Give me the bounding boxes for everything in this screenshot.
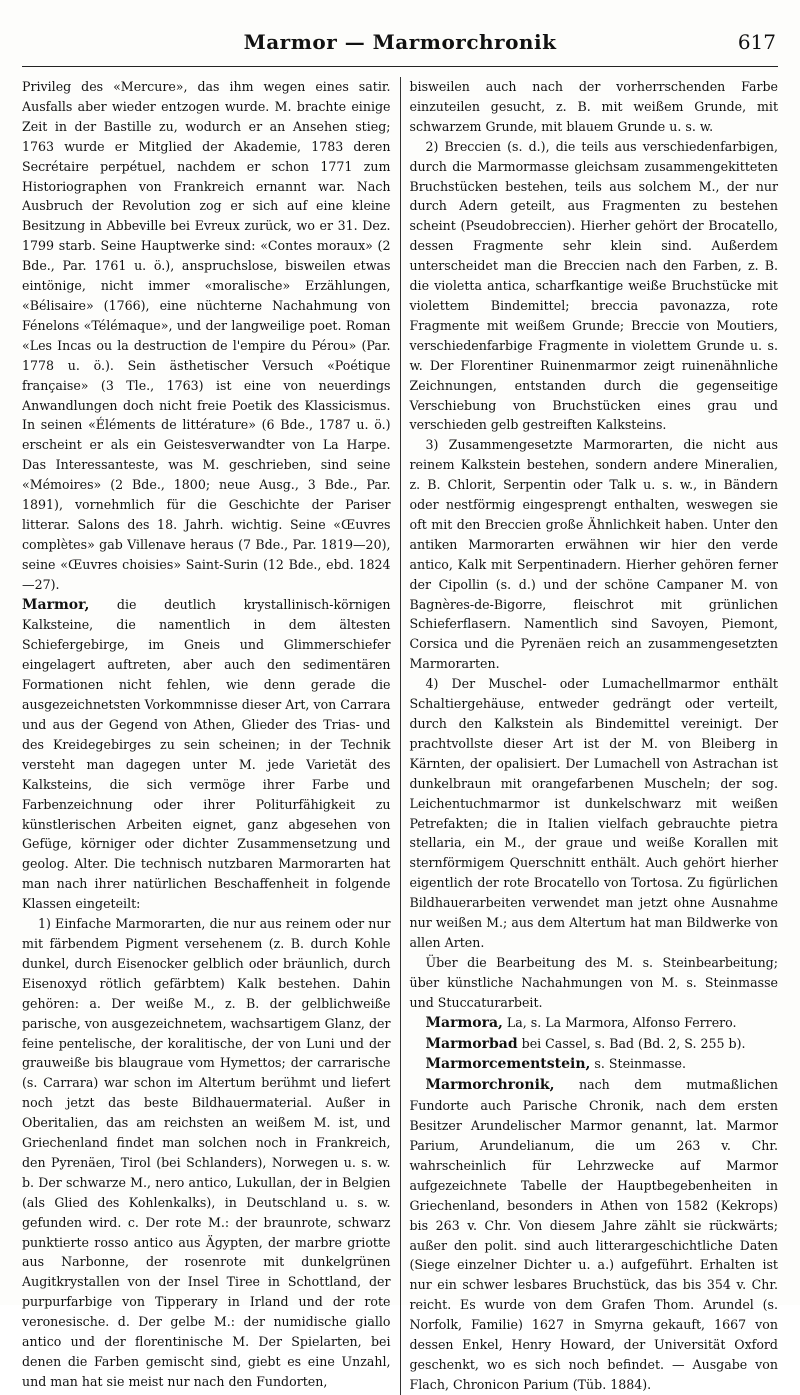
paragraph bbox=[22, 914, 391, 1392]
paragraph-text: 1) Einfache Marmorarten, die nur aus reinem oder nur mit färbendem Pigment versehenem (z. B. durch Kohle dunkel, durch Eisenocker gelblich oder bräunlich, durch Eisenoxyd rötlich gefärbtem) Kalk bestehen. Dahin gehören: a. Der weiße M., z. B. der gelblichweiße parische, von ausgezeichnetem, wachsartigem Glanz, der feine pentelische, der koralitische, der von Luni und der grauweiße bis blaugraue vom Hymettos; der carrarische (s. Carrara) war schon im Altertum berühmt und liefert noch jetzt das beste Bildhauermaterial. Außer in Oberitalien, das am reichsten an weißem M. ist, und Griechenland findet man solchen noch in Frankreich, den Pyrenäen, Tirol (bei Schlanders), Norwegen u. s. w. b. Der schwarze M., nero antico, Lukullan, der in Belgien (als Glied des Kohlenkalks), in Deutschland u. s. w. gefunden wird. c. Der rote M.: der braunrote, schwarz punktierte rosso antico aus Ägypten, der marbre griotte aus Narbonne, der rosenrote mit dunkelgrünen Augitkrystallen von der Insel Tiree in Schottland, der purpurfarbige von Tipperary in Irland und der rote veronesische. d. Der gelbe M.: der numidische giallo antico und der florentinische M. Der Spielarten, bei denen die Farben gemischt sind, giebt es eine Unzahl, und man hat sie meist nur nach den Fundorten, bbox=[22, 916, 391, 1389]
paragraph bbox=[22, 595, 391, 915]
right-column bbox=[400, 77, 779, 1395]
paragraph bbox=[410, 674, 779, 953]
two-column-body bbox=[22, 77, 778, 1395]
entry-headword: Marmora, bbox=[425, 1014, 503, 1031]
paragraph bbox=[410, 1013, 779, 1034]
paragraph-text: Privileg des «Mercure», das ihm wegen eines satir. Ausfalls aber wieder entzogen wurde. M. brachte einige Zeit in der Bastille zu, wodurch er an Ansehen stieg; 1763 wurde er Mitglied der Akademie, 1783 deren Secrétaire perpétuel, nachdem er schon 1771 zum Historiographen von Frankreich ernannt war. Nach Ausbruch der Revolution zog er sich auf eine kleine Besitzung in Abbeville bei Evreux zurück, wo er 31. Dez. 1799 starb. Seine Hauptwerke sind: «Contes moraux» (2 Bde., Par. 1761 u. ö.), anspruchslose, bisweilen etwas eintönige, nicht immer «moralische» Erzählungen, «Bélisaire» (1766), eine nüchterne Nachahmung von Fénelons «Télémaque», und der langweilige poet. Roman «Les Incas ou la destruction de l'empire du Pérou» (Par. 1778 u. ö.). Sein ästhetischer Versuch «Poétique française» (3 Tle., 1763) ist eine von neuerdings Anwandlungen doch nicht freie Poetik des Klassicismus. In seinen «Éléments de littérature» (6 Bde., 1787 u. ö.) erscheint er als ein Geistesverwandter von La Harpe. Das Interessanteste, was M. geschrieben, sind seine «Mémoires» (2 Bde., 1800; neue Ausg., 3 Bde., Par. 1891), vornehmlich für die Geschichte der Pariser litterar. Salons des 18. Jahrh. wichtig. Seine «Œuvres complètes» gab Villenave heraus (7 Bde., Par. 1819—20), seine «Œuvres choisies» Saint-Surin (12 Bde., ebd. 1824—27). bbox=[22, 79, 391, 592]
entry-headword: Marmor, bbox=[22, 596, 90, 613]
paragraph bbox=[410, 137, 779, 436]
entry-headword: Marmorcementstein, bbox=[425, 1056, 591, 1073]
running-title: Marmor — Marmorchronik bbox=[243, 30, 557, 54]
paragraph-text: bei Cassel, s. Bad (Bd. 2, S. 255 b). bbox=[517, 1035, 746, 1051]
paragraph bbox=[22, 77, 391, 595]
paragraph bbox=[410, 435, 779, 674]
paragraph bbox=[410, 1034, 779, 1055]
paragraph-text: 4) Der Muschel- oder Lumachellmarmor enthält Schaltiergehäuse, entweder gedrängt oder verteilt, durch den Kalkstein als Bindemittel vereinigt. Der prachtvollste dieser Art ist der M. von Bleiberg in Kärnten, der opalisiert. Der Lumachell von Astrachan ist dunkelbraun mit orangefarbenen Muscheln; der sog. Leichentuchmarmor ist dunkelschwarz mit weißen Petrefakten; die in Italien vielfach gebrauchte pietra stellaria, ein M., der graue und weiße Korallen mit sternförmigem Querschnitt enthält. Auch gehört hierher eigentlich der rote Brocatello von Tortosa. Zu figürlichen Bildhauerarbeiten verwendet man jetzt ohne Ausnahme nur weißen M.; aus dem Altertum hat man Bildwerke von allen Arten. bbox=[409, 676, 778, 950]
paragraph bbox=[410, 77, 779, 137]
page-header bbox=[22, 28, 778, 67]
paragraph-text: 2) Breccien (s. d.), die teils aus verschiedenfarbigen, durch die Marmormasse gleichsam zusammengekitteten Bruchstücken bestehen, teils aus solchem M., der nur durch Adern geteilt, aus Fragmenten zu bestehen scheint (Pseudobreccien). Hierher gehört der Brocatello, dessen Fragmente sehr klein sind. Außerdem unterscheidet man die Breccien nach den Farben, z. B. die violetta antica, scharfkantige weiße Bruchstücke mit violettem Bindemittel; breccia pavonazza, rote Fragmente mit weißem Grunde; Breccie von Moutiers, verschiedenfarbige Fragmente in violettem Grunde u. s. w. Der Florentiner Ruinenmarmor zeigt ruinenähnliche Zeichnungen, entstanden durch die gegenseitige Verschiebung von Bruchstücken eines grau und verschieden gelb gestreiften Kalksteins. bbox=[409, 138, 778, 433]
left-column bbox=[22, 77, 400, 1395]
paragraph-text: die deutlich krystallinisch-körnigen Kalksteine, die namentlich in dem ältesten Schiefergebirge, im Gneis und Glimmerschiefer eingelagert auftreten, aber auch den sedimentären Formationen nicht fehlen, wie denn gerade die ausgezeichnetsten Vorkommnisse dieser Art, von Carrara und aus der Gegend von Athen, Glieder des Trias- und des Kreidegebirges zu sein scheinen; in der Technik versteht man dagegen unter M. jede Varietät des Kalksteins, die sich vermöge ihrer Farbe und Farbenzeichnung oder ihrer Politurfähigkeit zu künstlerischen Arbeiten eignet, ganz abgesehen von Gefüge, körniger oder dichter Zusammensetzung und geolog. Alter. Die technisch nutzbaren Marmorarten hat man nach ihrer natürlichen Beschaffenheit in folgende Klassen eingeteilt: bbox=[22, 596, 391, 912]
paragraph-text: Über die Bearbeitung des M. s. Steinbearbeitung; über künstliche Nachahmungen von M. s. Steinmasse und Stuccaturarbeit. bbox=[409, 954, 778, 1010]
entry-headword: Marmorchronik, bbox=[425, 1077, 555, 1094]
paragraph bbox=[410, 953, 779, 1013]
paragraph-text: s. Steinmasse. bbox=[590, 1056, 686, 1072]
paragraph bbox=[410, 1054, 779, 1075]
paragraph-text: La, s. La Marmora, Alfonso Ferrero. bbox=[502, 1014, 737, 1030]
paragraph bbox=[410, 1075, 779, 1395]
paragraph-text: bisweilen auch nach der vorherrschenden Farbe einzuteilen gesucht, z. B. mit weißem Grunde, mit schwarzem Grunde, mit blauem Grunde u. s. w. bbox=[409, 79, 778, 134]
entry-headword: Marmorbad bbox=[425, 1035, 518, 1052]
page-number: 617 bbox=[737, 30, 776, 54]
paragraph-text: 3) Zusammengesetzte Marmorarten, die nicht aus reinem Kalkstein bestehen, sondern andere Mineralien, z. B. Chlorit, Serpentin oder Talk u. s. w., in Bändern oder nestförmig eingesprengt enthalten, weswegen sie oft mit den Breccien große Ähnlichkeit haben. Unter den antiken Marmorarten erwähnen wir hier den verde antico, Kalk mit Serpentinadern. Hierher gehören ferner der Cipollin (s. d.) und der schöne Campaner M. von Bagnères-de-Bigorre, fleischrot mit grünlichen Schieferflasern. Namentlich sind Savoyen, Piemont, Corsica und die Pyrenäen reich an zusammengesetzten Marmorarten. bbox=[409, 437, 778, 672]
paragraph-text: nach dem mutmaßlichen Fundorte auch Parische Chronik, nach dem ersten Besitzer Arundelischer Marmor genannt, lat. Marmor Parium, Arundelianum, die um 263 v. Chr. wahrscheinlich für Lehrzwecke auf Marmor aufgezeichnete Tabelle der Hauptbegebenheiten in Griechenland, besonders in Athen von 1582 (Kekrops) bis 263 v. Chr. Von diesem Jahre zählt sie rückwärts; außer den polit. sind auch litterargeschichtliche Daten (Siege einzelner Dichter u. a.) aufgeführt. Erhalten ist nur ein schwer lesbares Bruchstück, das bis 354 v. Chr. reicht. Es wurde von dem Grafen Thom. Arundel (s. Norfolk, Familie) 1627 in Smyrna gekauft, 1667 von dessen Enkel, Henry Howard, der Universität Oxford geschenkt, wo es sich noch befindet. — Ausgabe von Flach, Chronicon Parium (Tüb. 1884). bbox=[409, 1077, 778, 1392]
